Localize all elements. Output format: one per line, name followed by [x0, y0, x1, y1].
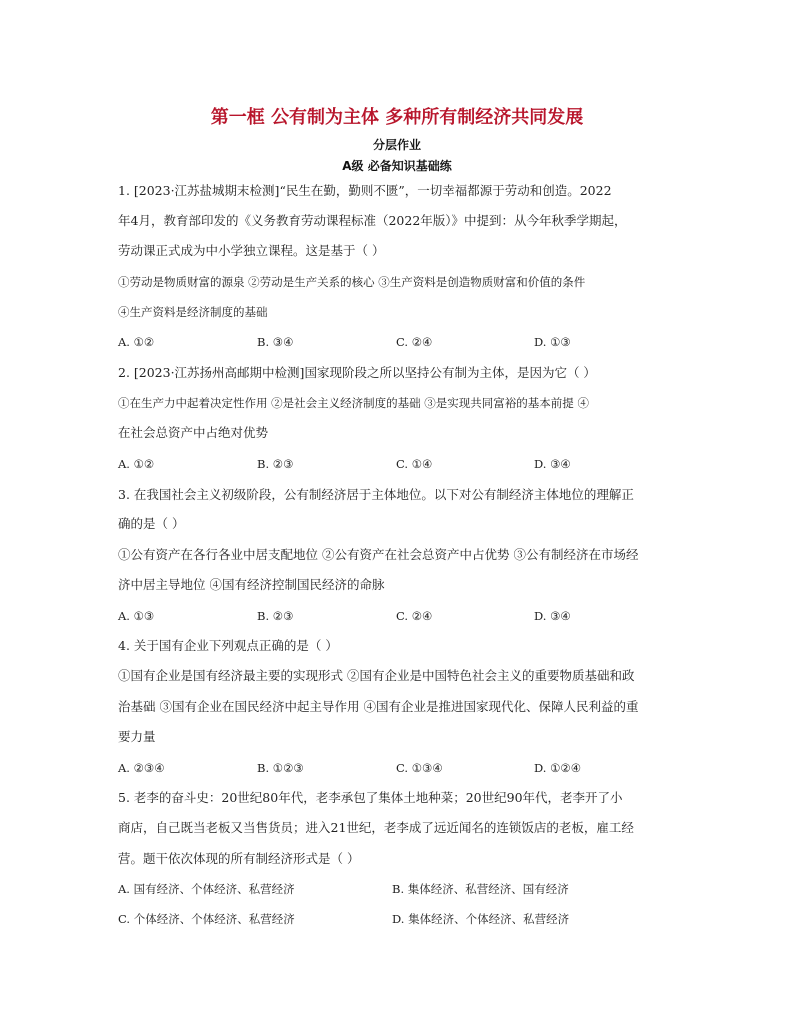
- question-5-option-b: B. 集体经济、私营经济、国有经济: [392, 882, 569, 896]
- question-2-line-1: 2. [2023·江苏扬州高邮期中检测]国家现阶段之所以坚持公有制为主体，是因为它（ ）: [118, 365, 596, 380]
- question-3-statements-cont: 济中居主导地位 ④国有经济控制国民经济的命脉: [118, 577, 385, 592]
- question-4-option-a: A. ②③④: [118, 761, 165, 775]
- question-3-option-b: B. ②③: [257, 609, 294, 623]
- question-1-statements-cont: ④生产资料是经济制度的基础: [118, 305, 268, 319]
- question-4-statements: ①国有企业是国有经济最主要的实现形式 ②国有企业是中国特色社会主义的重要物质基础和政: [118, 668, 635, 683]
- question-3-option-c: C. ②④: [396, 609, 433, 623]
- question-2-statements: ①在生产力中起着决定性作用 ②是社会主义经济制度的基础 ③是实现共同富裕的基本前提 ④: [118, 396, 589, 410]
- question-3-option-d: D. ③④: [534, 609, 571, 623]
- question-2-option-d: D. ③④: [534, 457, 571, 471]
- question-4-option-c: C. ①③④: [396, 761, 443, 775]
- question-5-line-1: 5. 老李的奋斗史：20世纪80年代，老李承包了集体土地种菜；20世纪90年代，老李开了小: [118, 790, 623, 805]
- question-1-option-d: D. ①③: [534, 335, 571, 349]
- question-2-statements-cont: 在社会总资产中占绝对优势: [118, 425, 269, 440]
- section-subtitle: 分层作业: [372, 138, 421, 152]
- page-title: 第一框 公有制为主体 多种所有制经济共同发展: [210, 107, 584, 128]
- question-1-option-c: C. ②④: [396, 335, 433, 349]
- question-4-option-d: D. ①②④: [534, 761, 582, 775]
- question-4-statements-cont: 治基础 ③国有企业在国民经济中起主导作用 ④国有企业是推进国家现代化、保障人民利益的重: [118, 699, 639, 714]
- question-1-line-3: 劳动课正式成为中小学独立课程。这是基于（ ）: [118, 243, 385, 258]
- question-3-statements: ①公有资产在各行各业中居支配地位 ②公有资产在社会总资产中占优势 ③公有制经济在市场经: [118, 547, 639, 562]
- question-4-option-b: B. ①②③: [257, 761, 304, 775]
- question-5-line-2: 商店，自己既当老板又当售货员；进入21世纪，老李成了远近闻名的连锁饭店的老板，雇工经: [118, 820, 634, 835]
- question-5-option-a: A. 国有经济、个体经济、私营经济: [118, 882, 295, 896]
- question-4-line-1: 4. 关于国有企业下列观点正确的是（ ）: [118, 638, 338, 653]
- question-2-option-a: A. ①②: [118, 457, 155, 471]
- question-1-line-2: 年4月，教育部印发的《义务教育劳动课程标准（2022年版）》中提到：从今年秋季学期起，: [118, 213, 627, 228]
- question-1-line-1: 1. [2023·江苏盐城期末检测]“民生在勤，勤则不匮”，一切幸福都源于劳动和创造。2022: [118, 183, 612, 198]
- question-1-statements: ①劳动是物质财富的源泉 ②劳动是生产关系的核心 ③生产资料是创造物质财富和价值的条件: [118, 275, 586, 289]
- question-5-option-d: D. 集体经济、个体经济、私营经济: [392, 912, 570, 926]
- question-3-option-a: A. ①③: [118, 609, 155, 623]
- question-2-option-b: B. ②③: [257, 457, 294, 471]
- question-3-line-2: 确的是（ ）: [118, 516, 185, 531]
- level-heading: A级 必备知识基础练: [342, 159, 452, 173]
- question-3-line-1: 3. 在我国社会主义初级阶段，公有制经济居于主体地位。以下对公有制经济主体地位的理解正: [118, 487, 634, 502]
- question-5-line-3: 营。题干依次体现的所有制经济形式是（ ）: [118, 851, 360, 866]
- question-5-option-c: C. 个体经济、个体经济、私营经济: [118, 912, 295, 926]
- question-1-option-a: A. ①②: [118, 335, 155, 349]
- question-2-option-c: C. ①④: [396, 457, 433, 471]
- question-1-option-b: B. ③④: [257, 335, 294, 349]
- question-4-statements-end: 要力量: [118, 729, 156, 744]
